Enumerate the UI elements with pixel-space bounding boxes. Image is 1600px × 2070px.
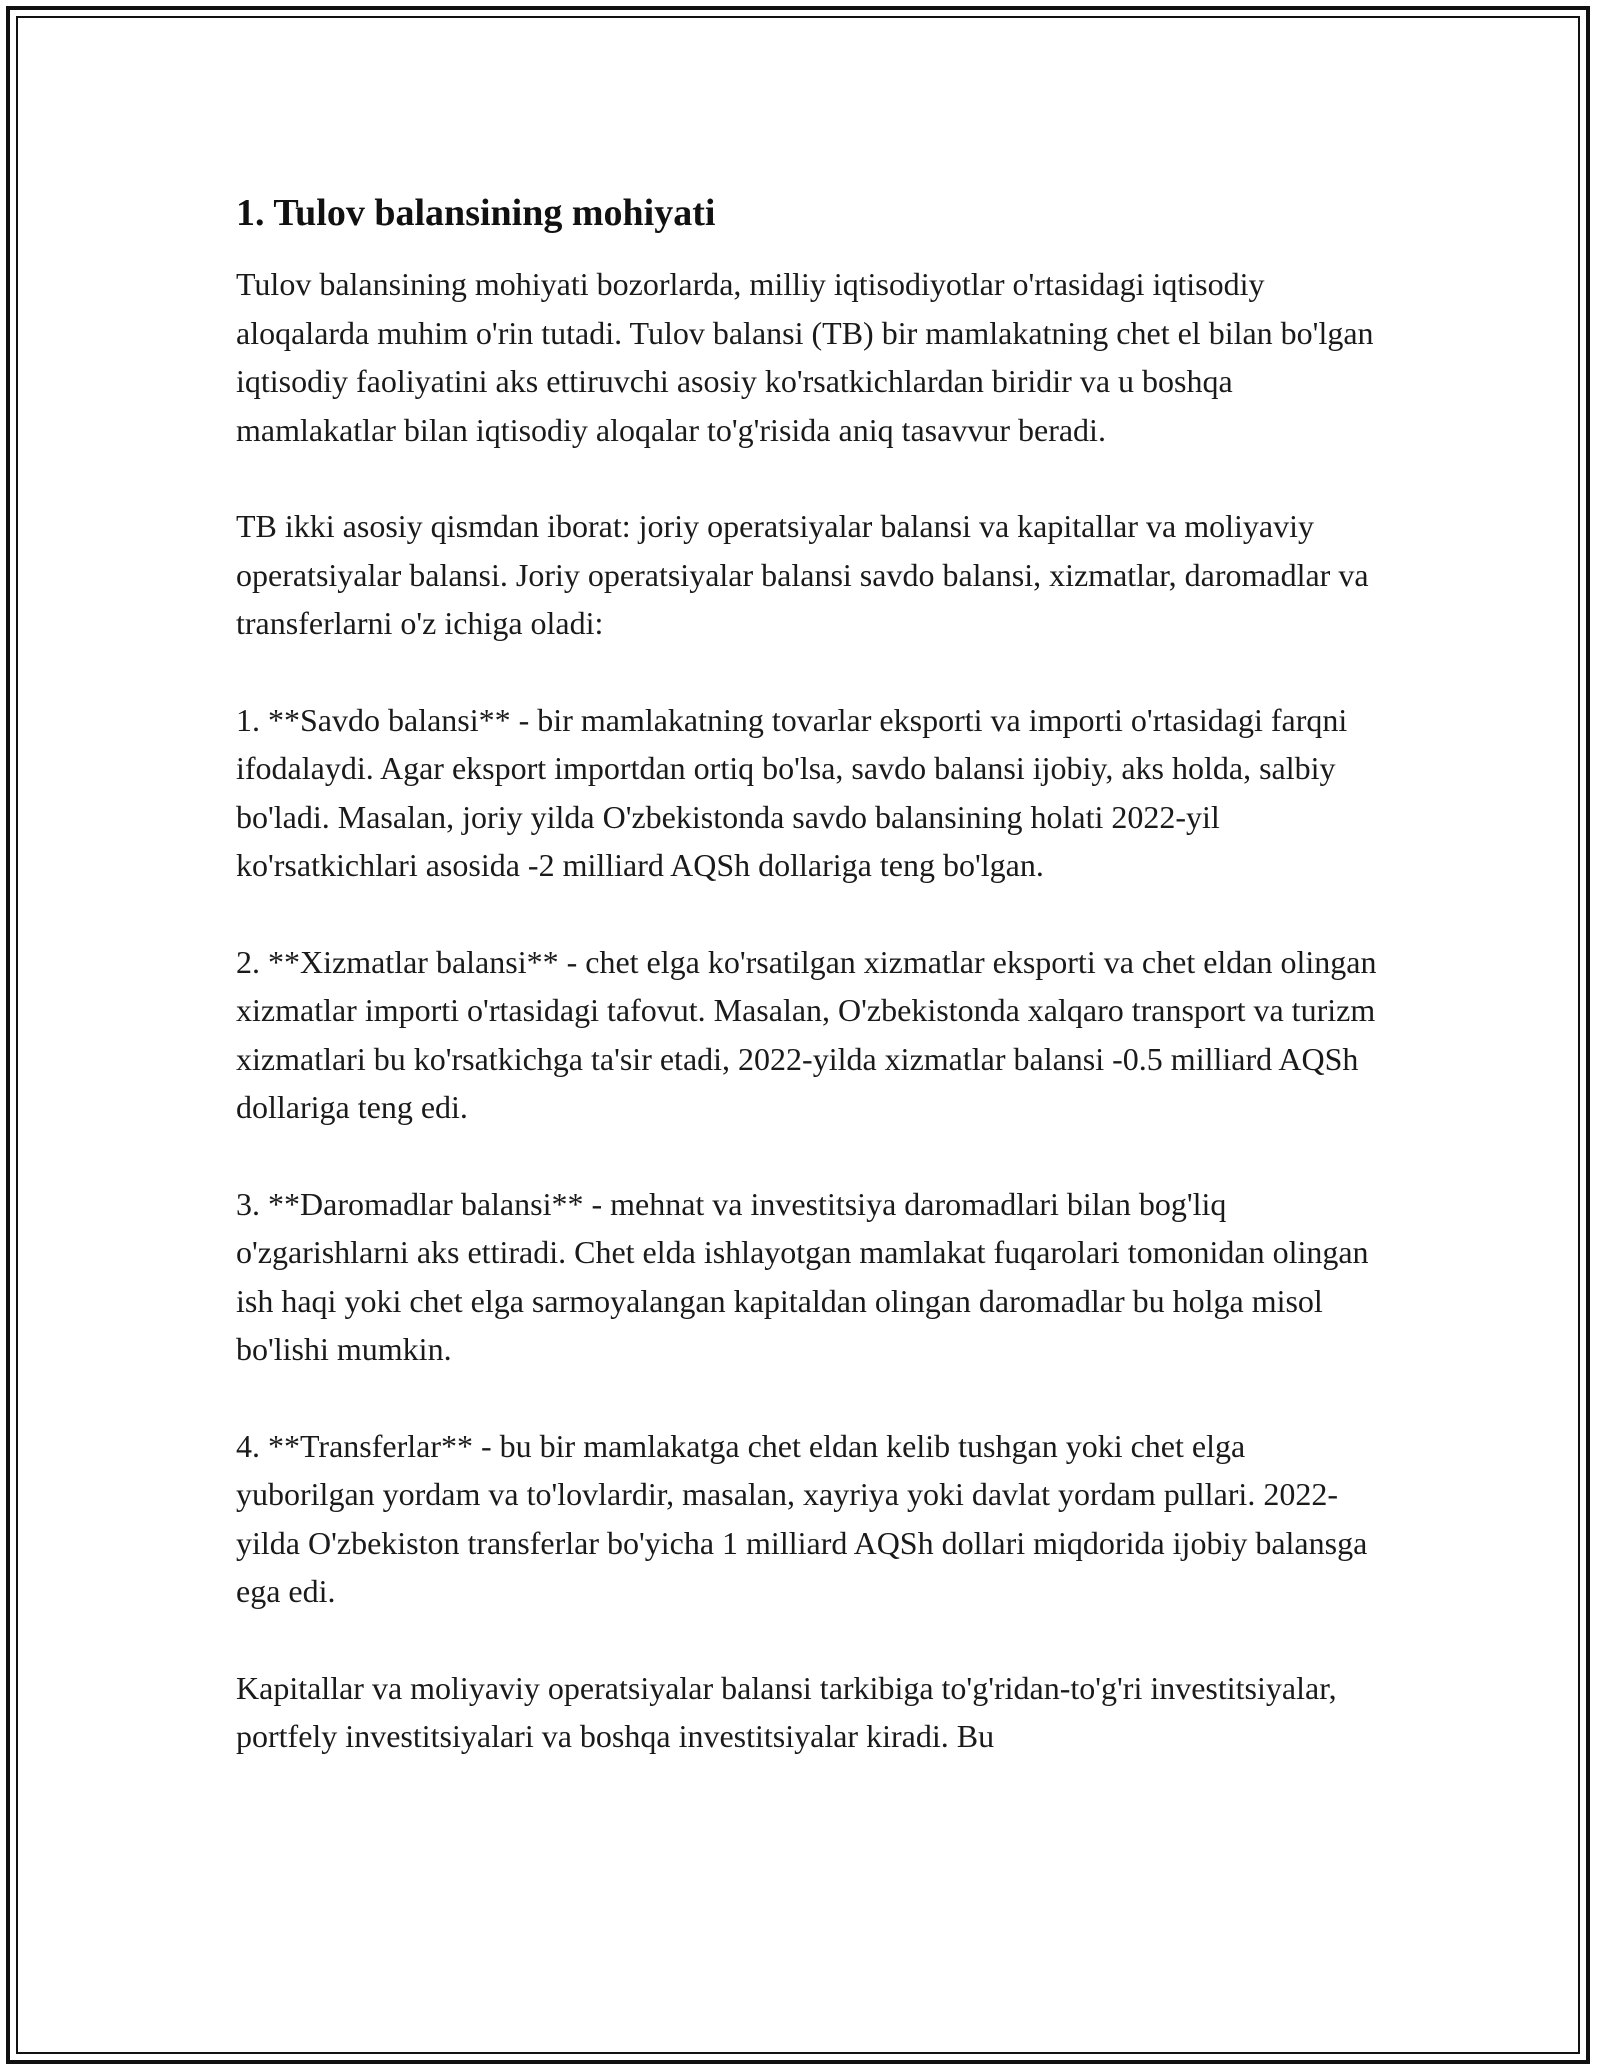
paragraph-intro: Tulov balansining mohiyati bozorlarda, milliy iqtisodiyotlar o'rtasidagi iqtisodiy aloqalarda muhim o'rin tutadi. Tulov balansi (TB) bir mamlakatning chet el bilan bo'lgan iqtisodiy faoliyatini aks ettiruvchi asosiy ko'rsatkichlardan biridir va u boshqa mamlakatlar bilan iqtisodiy aloqalar to'g'risida aniq tasavvur beradi.: [236, 266, 1374, 448]
paragraph-income-balance: 3. **Daromadlar balansi** - mehnat va investitsiya daromadlari bilan bog'liq o'zgarishlarni aks ettiradi. Chet elda ishlayotgan mamlakat fuqarolari tomonidan olingan ish haqi yoki chet elga sarmoyalangan kapitaldan olingan daromadlar bu holga misol bo'lishi mumkin.: [236, 1185, 1369, 1367]
paragraph-tb-structure: TB ikki asosiy qismdan iborat: joriy operatsiyalar balansi va kapitallar va moliyaviy operatsiyalar balansi. Joriy operatsiyalar balansi savdo balansi, xizmatlar, daromadlar va transferlarni o'z ichiga oladi:: [236, 508, 1369, 641]
paragraph-transfers: 4. **Transferlar** - bu bir mamlakatga chet eldan kelib tushgan yoki chet elga yuborilgan yordam va to'lovlardir, masalan, xayriya yoki davlat yordam pullari. 2022-yilda O'zbekiston transferlar bo'yicha 1 milliard AQSh dollari miqdorida ijobiy balansga ega edi.: [236, 1427, 1368, 1609]
paragraph-services-balance: 2. **Xizmatlar balansi** - chet elga ko'rsatilgan xizmatlar eksporti va chet eldan olingan xizmatlar importi o'rtasidagi tafovut. Masalan, O'zbekistonda xalqaro transport va turizm xizmatlari bu ko'rsatkichga ta'sir etadi, 2022-yilda xizmatlar balansi -0.5 milliard AQSh dollariga teng edi.: [236, 943, 1377, 1125]
section-heading: 1. Tulov balansining mohiyati: [236, 192, 716, 234]
paragraph-trade-balance: 1. **Savdo balansi** - bir mamlakatning tovarlar eksporti va importi o'rtasidagi farqni ifodalaydi. Agar eksport importdan ortiq bo'lsa, savdo balansi ijobiy, aks holda, salbiy bo'ladi. Masalan, joriy yilda O'zbekistonda savdo balansining holati 2022-yil ko'rsatkichlari asosida -2 milliard AQSh dollariga teng bo'lgan.: [236, 701, 1348, 883]
paragraph-capital-account: Kapitallar va moliyaviy operatsiyalar balansi tarkibiga to'g'ridan-to'g'ri investitsiyalar, portfely investitsiyalari va boshqa investitsiyalar kiradi. Bu: [236, 1669, 1337, 1754]
document-body: [236, 190, 1386, 1809]
